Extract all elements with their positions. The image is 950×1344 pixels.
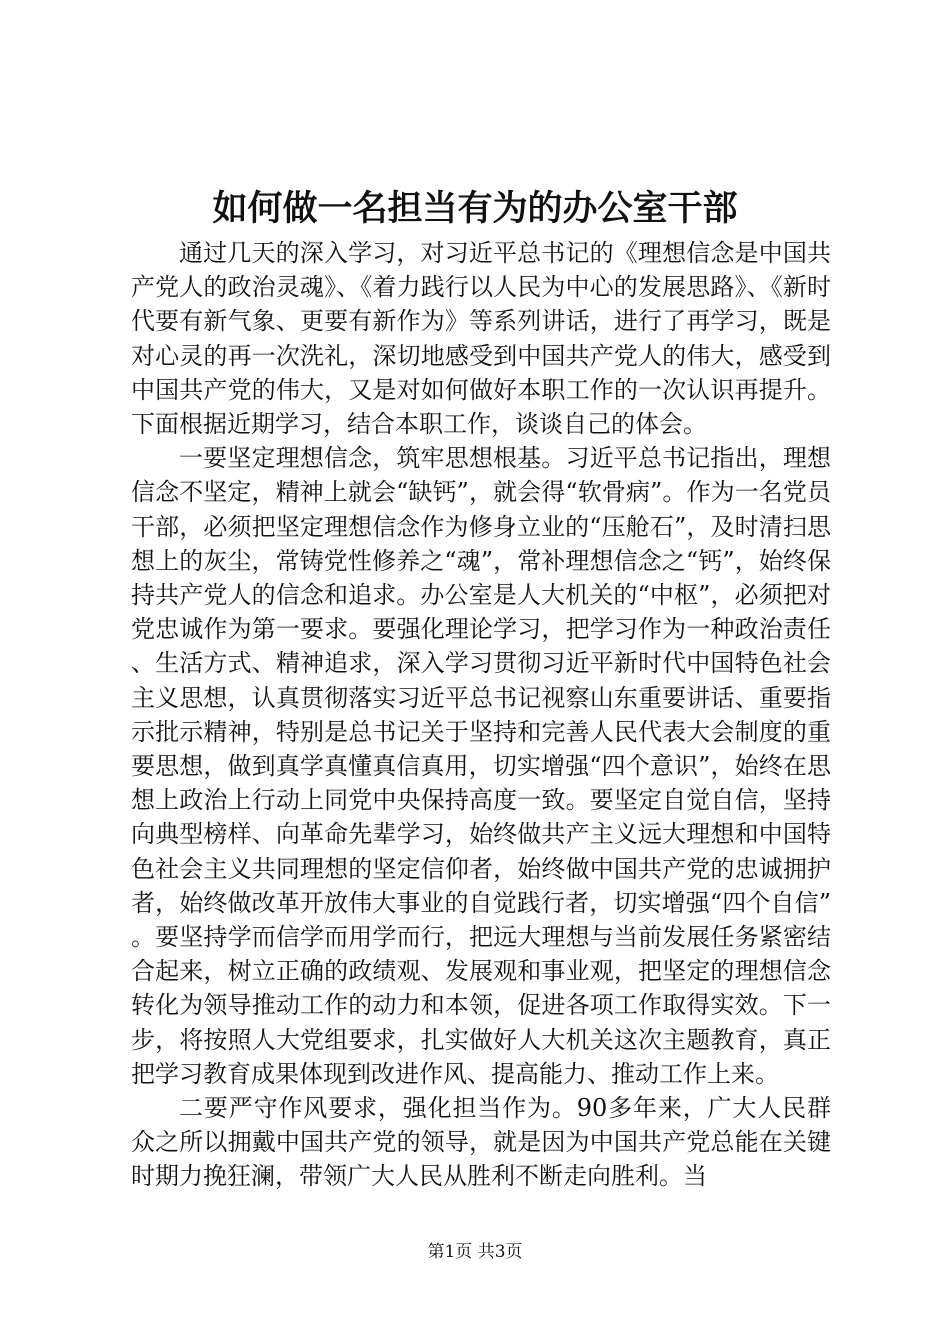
paragraph-intro: 通过几天的深入学习，对习近平总书记的《理想信念是中国共产党人的政治灵魂》、《着力践行以人民为中心的发展思路》、《新时代要有新气象、更要有新作为》等系列讲话，进行了再学习，既是对心灵的再一次洗礼，深切地感受到中国共产党人的伟大，感受到中国共产党的伟大，又是对如何做好本职工作的一次认识再提升。下面根据近期学习，结合本职工作，谈谈自己的体会。 xyxy=(131,239,831,439)
document-body xyxy=(131,236,831,1194)
page-footer: 第1页 共3页 xyxy=(427,1242,523,1262)
paragraph-ideals: 一要坚定理想信念，筑牢思想根基。习近平总书记指出，理想信念不坚定，精神上就会“缺钙”，就会得“软骨病”。作为一名党员干部，必须把坚定理想信念作为修身立业的“压舱石”，及时清扫思想上的灰尘，常铸党性修养之“魂”，常补理想信念之“钙”，始终保持共产党人的信念和追求。办公室是人大机关的“中枢”，必须把对党忠诚作为第一要求。要强化理论学习，把学习作为一种政治责任、生活方式、精神追求，深入学习贯彻习近平新时代中国特色社会主义思想，认真贯彻落实习近平总书记视察山东重要讲话、重要指示批示精神，特别是总书记关于坚持和完善人民代表大会制度的重要思想，做到真学真懂真信真用，切实增强“四个意识”，始终在思想上政治上行动上同党中央保持高度一致。要坚定自觉自信，坚持向典型榜样、向革命先辈学习，始终做共产主义远大理想和中国特色社会主义共同理想的坚定信仰者，始终做中国共产党的忠诚拥护者，始终做改革开放伟大事业的自觉践行者，切实增强“四个自信”。要坚持学而信学而用学而行，把远大理想与当前发展任务紧密结合起来，树立正确的政绩观、发展观和事业观，把坚定的理想信念转化为领导推动工作的动力和本领，促进各项工作取得实效。下一步，将按照人大党组要求，扎实做好人大机关这次主题教育，真正把学习教育成果体现到改进作风、提高能力、推动工作上来。 xyxy=(131,444,831,1088)
paragraph-conduct: 二要严守作风要求，强化担当作为。90多年来，广大人民群众之所以拥戴中国共产党的领导，就是因为中国共产党总能在关键时期力挽狂澜，带领广大人民从胜利不断走向胜利。当 xyxy=(131,1094,831,1191)
document-title: 如何做一名担当有为的办公室干部 xyxy=(212,188,738,229)
